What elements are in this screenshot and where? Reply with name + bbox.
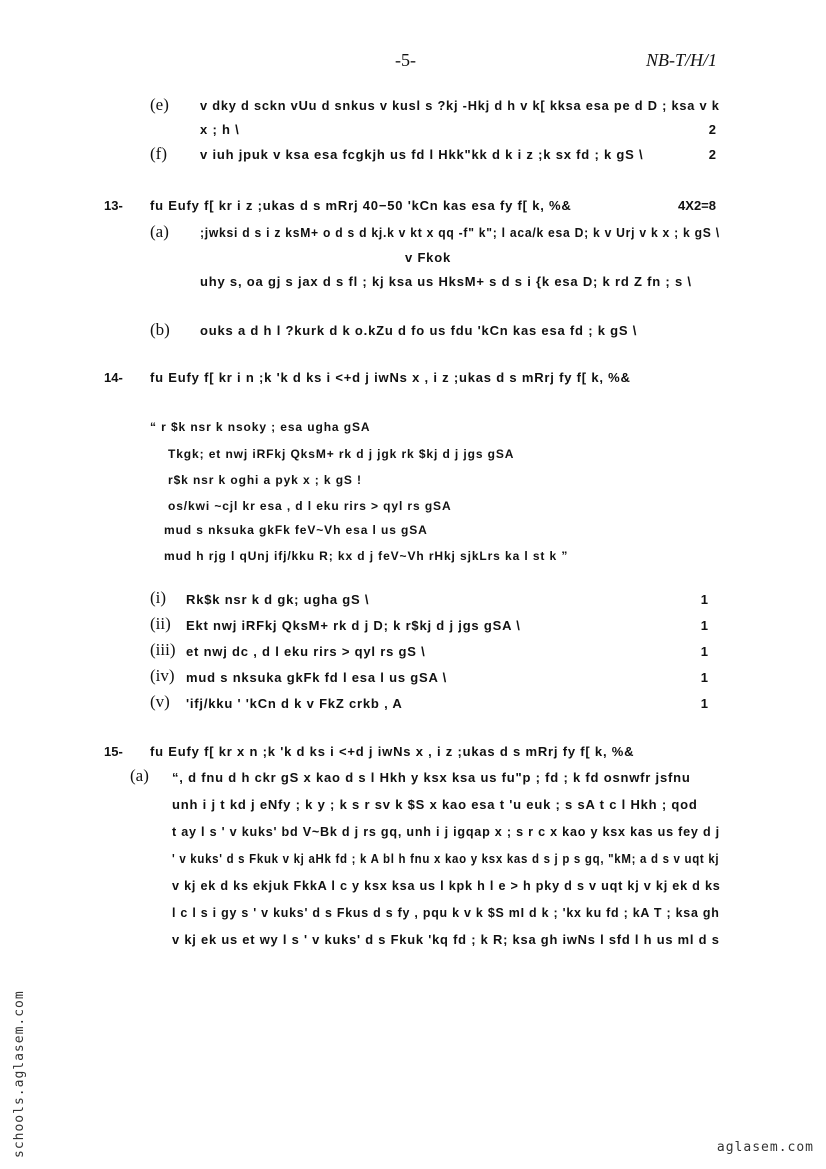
item-e-label: (e) — [150, 95, 169, 114]
item-f-text: v iuh jpuk v ksa esa fcgkjh us fd l Hkk"kk d k i z ;k sx fd ; k gS \ — [200, 147, 644, 162]
question-13-marks: 4X2=8 — [678, 198, 716, 213]
poem-line: mud h rjg l qUnj ifj/kku R; kx d j feV~Vh rHkj sjkLrs ka l st k ” — [164, 549, 569, 563]
passage-line: unh i j t kd j eNfy ; k y ; k s r sv k $S x kao esa t 'u euk ; s sA t c l Hkh ; qod — [172, 797, 698, 812]
question-14-sub-label: (ii) — [150, 614, 171, 633]
question-14-sub-marks: 1 — [700, 670, 708, 685]
question-14-sub-marks: 1 — [700, 618, 708, 633]
poem-line: os/kwi ~cjl kr esa , d l eku rirs > qyl rs gSA — [168, 499, 452, 513]
question-14-intro: fu Eufy f[ kr i n ;k 'k d ks i <+d j iwNs x , i z ;ukas d s mRrj fy f[ k, %& — [150, 370, 631, 385]
passage-line: ' v kuks' d s Fkuk v kj aHk fd ; k A bl h fnu x kao y ksx kas d s j p s gq, "kM; a d s v uqt kj — [172, 851, 720, 866]
question-14-sub-text: Rk$k nsr k d gk; ugha gS \ — [186, 592, 370, 607]
question-14-sub-text: mud s nksuka gkFk fd l esa l us gSA \ — [186, 670, 448, 685]
item-e-text-line1: v dky d sckn vUu d snkus v kusl s ?kj -Hkj d h v k[ kksa esa pe d D ; ksa v k — [200, 98, 720, 113]
question-14-sub-label: (i) — [150, 588, 167, 607]
question-13-number: 13- — [104, 198, 123, 213]
passage-line: v kj ek us et wy l s ' v kuks' d s Fkuk 'kq fd ; k R; ksa gh iwNs l sfd l h us ml d s — [172, 932, 720, 947]
question-13a-text: ;jwksi d s i z ksM+ o d s d kj.k v kt x qq -f" k"; l aca/k esa D; k v Urj v k x ; k gS \ — [200, 225, 720, 240]
passage-line: t ay l s ' v kuks' bd V~Bk d j rs gq, unh i j igqap x ; s r c x kao y ksx kas us fey d j — [172, 824, 720, 839]
watermark-left: schools.aglasem.com — [12, 990, 27, 1158]
question-14-sub-text: Ekt nwj iRFkj QksM+ rk d j D; k r$kj d j jgs gSA \ — [186, 618, 521, 633]
question-13a-or: v Fkok — [405, 250, 451, 265]
question-13a-alt-text: uhy s, oa gj s jax d s fl ; kj ksa us HksM+ s d s i {k esa D; k rd Z fn ; s \ — [200, 274, 692, 289]
poem-line: “ r $k nsr k nsoky ; esa ugha gSA — [150, 420, 371, 434]
question-15-intro: fu Eufy f[ kr x n ;k 'k d ks i <+d j iwNs x , i z ;ukas d s mRrj fy f[ k, %& — [150, 744, 635, 759]
question-13-intro: fu Eufy f[ kr i z ;ukas d s mRrj 40−50 'kCn kas esa fy f[ k, %& — [150, 198, 572, 213]
item-f-label: (f) — [150, 144, 167, 163]
question-13b-text: ouks a d h l ?kurk d k o.kZu d fo us fdu 'kCn kas esa fd ; k gS \ — [200, 323, 638, 338]
item-e-marks: 2 — [708, 122, 716, 137]
question-14-sub-marks: 1 — [700, 696, 708, 711]
passage-line: v kj ek d ks ekjuk FkkA l c y ksx ksa us l kpk h l e > h pky d s v uqt kj v kj ek d ks — [172, 878, 721, 893]
page-number: -5- — [395, 50, 416, 70]
question-14-sub-label: (v) — [150, 692, 170, 711]
paper-code: NB-T/H/1 — [646, 50, 718, 70]
question-13a-label: (a) — [150, 222, 169, 241]
item-e-text-line2: x ; h \ — [200, 122, 240, 137]
question-14-sub-text: et nwj dc , d l eku rirs > qyl rs gS \ — [186, 644, 426, 659]
poem-line: mud s nksuka gkFk feV~Vh esa l us gSA — [164, 523, 428, 537]
passage-line: l c l s i gy s ' v kuks' d s Fkus d s fy , pqu k v k $S mI d k ; 'kx ku fd ; kA T ; ksa gh — [172, 905, 720, 920]
question-13b-label: (b) — [150, 320, 170, 339]
question-14-sub-label: (iv) — [150, 666, 175, 685]
passage-line: “, d fnu d h ckr gS x kao d s l Hkh y ksx ksa us fu"p ; fd ; k fd osnwfr jsfnu — [172, 770, 691, 785]
question-15a-label: (a) — [130, 766, 149, 785]
question-14-sub-text: 'ifj/kku ' 'kCn d k v FkZ crkb , A — [186, 696, 403, 711]
watermark-right: aglasem.com — [716, 1140, 814, 1155]
poem-line: Tkgk; et nwj iRFkj QksM+ rk d j jgk rk $kj d j jgs gSA — [168, 447, 515, 461]
question-14-sub-marks: 1 — [700, 592, 708, 607]
question-14-sub-label: (iii) — [150, 640, 176, 659]
question-14-number: 14- — [104, 370, 123, 385]
poem-line: r$k nsr k oghi a pyk x ; k gS ! — [168, 473, 362, 487]
question-15-number: 15- — [104, 744, 123, 759]
item-f-marks: 2 — [708, 147, 716, 162]
question-14-sub-marks: 1 — [700, 644, 708, 659]
